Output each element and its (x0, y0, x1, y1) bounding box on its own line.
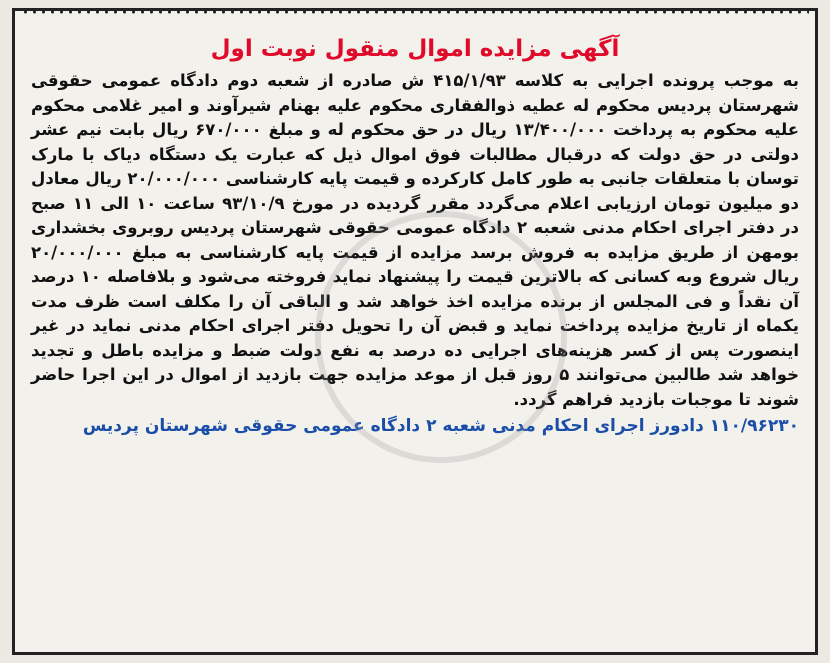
notice-title: آگهی مزایده اموال منقول نوبت اول (210, 36, 620, 62)
dotted-border-top (21, 9, 809, 15)
notice-footer: ۱۱۰/۹۶۲۳۰ دادورز اجرای احکام مدنی شعبه ۲ دادگاه عمومی حقوقی شهرستان پردیس (82, 416, 799, 436)
notice-body: به موجب پرونده اجرایی به کلاسه ۴۱۵/۱/۹۳ ش صادره از شعبه دوم دادگاه عمومی حقوقی شهرستان پردیس محکوم له عطیه ذوالفقاری محکوم علیه بهنام شیرآوند و امیر غلامی محکوم علیه محکوم به پرداخت ۱۳/۴۰۰/۰۰۰ ریال در حق محکوم له و مبلغ ۶۷۰/۰۰۰ ریال بابت نیم عشر دولتی در حق دولت که درقبال مطالبات فوق اموال ذیل که عبارت یک دستگاه دیاک با مارک توسان با متعلقات جانبی به طور کامل کارکرده و قیمت پایه کارشناسی ۲۰/۰۰۰/۰۰۰ ریال معادل دو میلیون تومان ارزیابی اعلام می‌گردد مقرر گردیده در مورخ ۹۳/۱۰/۹ ساعت ۱۰ الی ۱۱ صبح در دفتر اجرای احکام مدنی شعبه ۲ دادگاه عمومی حقوقی شهرستان پردیس روبروی بخشداری بومهن از طریق مزایده به فروش برسد مزایده از قیمت پایه کارشناسی به مبلغ ۲۰/۰۰۰/۰۰۰ ریال شروع وبه کسانی که بالاترین قیمت را پیشنهاد نماید فروخته می‌شود و بلافاصله ۱۰ درصد آن نقداً و فی المجلس از برنده مزایده اخذ خواهد شد و الباقی آن را مکلف است ظرف مدت یکماه از تاریخ مزایده پرداخت نماید و قبض آن را تحویل دفتر اجرای احکام مدنی نماید در غیر اینصورت پس از کسر هزینه‌های اجرایی ده درصد به نفع دولت ضبط و مزایده باطل و تجدید خواهد شد طالبین می‌توانند ۵ روز قبل از موعد مزایده جهت بازدید از اموال در این اجرا حاضر شوند تا موجبات بازدید فراهم گردد. (31, 71, 800, 409)
notice-frame (12, 8, 818, 655)
